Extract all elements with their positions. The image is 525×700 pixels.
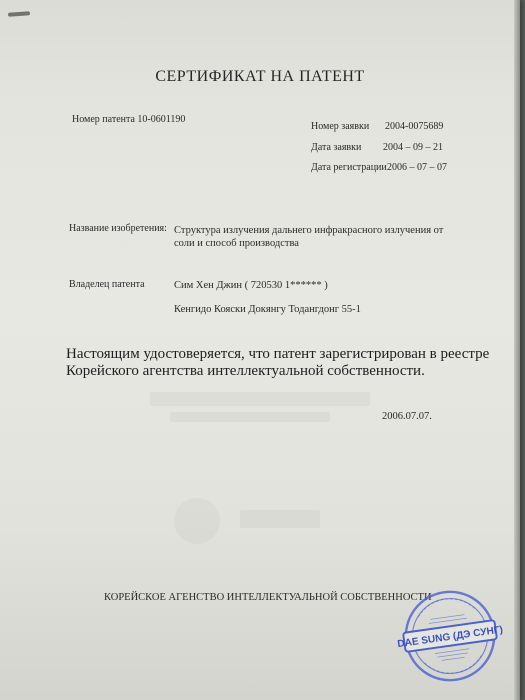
paper-edge: [514, 0, 520, 700]
show-through-block: [150, 392, 370, 406]
issue-date: 2006.07.07.: [382, 411, 432, 422]
certification-line2: Корейского агентства интеллектуальной собственности.: [66, 363, 425, 379]
certification-line1: Настоящим удостоверяется, что патент зарегистрирован в реестре: [66, 346, 490, 362]
owner-name: Сим Хен Джин ( 720530 1****** ): [174, 280, 328, 291]
invention-label: Название изобретения:: [69, 223, 167, 234]
invention-title-line1: Структура излучения дальнего инфракрасного излучения от: [174, 225, 444, 236]
owner-address: Кенгидо Кояски Докянгу Тодангдонг 55-1: [174, 304, 361, 315]
application-number-value: 2004-0075689: [385, 121, 444, 132]
invention-title-line2: соли и способ производства: [174, 238, 299, 249]
show-through-emblem: [174, 498, 220, 544]
company-stamp-icon: [396, 588, 504, 684]
agency-name: КОРЕЙСКОЕ АГЕНСТВО ИНТЕЛЛЕКТУАЛЬНОЙ СОБСТВЕННОСТИ: [104, 592, 432, 603]
application-date-label: Дата заявки: [311, 142, 362, 153]
registration-date-label: Дата регистрации: [311, 162, 387, 173]
registration-date-value: 2006 – 07 – 07: [387, 162, 447, 173]
stamp-center-text: DAE SUNG (ДЭ СУНГ): [396, 624, 504, 651]
patent-number: Номер патента 10-0601190: [72, 114, 186, 125]
page-title: СЕРТИФИКАТ НА ПАТЕНТ: [155, 68, 365, 85]
show-through-block: [240, 510, 320, 528]
owner-label: Владелец патента: [69, 279, 145, 290]
show-through-block: [170, 412, 330, 422]
application-number-label: Номер заявки: [311, 121, 370, 132]
staple-mark: [8, 11, 30, 17]
application-date-value: 2004 – 09 – 21: [383, 142, 443, 153]
